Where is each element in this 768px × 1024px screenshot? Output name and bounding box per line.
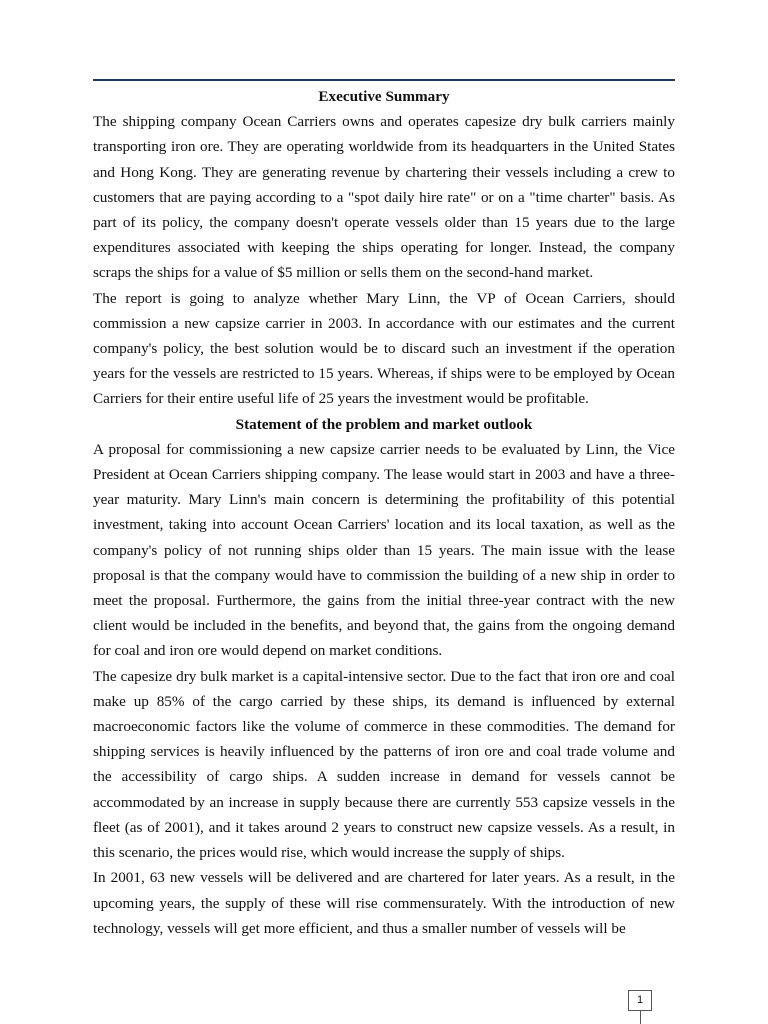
- paragraph: A proposal for commissioning a new capsize carrier needs to be evaluated by Linn, the Vice President at Ocean Carriers shipping company. The lease would start in 2003 and have a three-year maturity. Mary Linn's main concern is determining the profitability of this potential investment, taking into account Ocean Carriers' location and its local taxation, as well as the company's policy of not running ships older than 15 years. The main issue with the lease proposal is that the company would have to commission the building of a new ship in order to meet the proposal. Furthermore, the gains from the initial three-year contract with the new client would be included in the benefits, and beyond that, the gains from the ongoing demand for coal and iron ore would depend on market conditions.: [93, 440, 675, 660]
- paragraph: The report is going to analyze whether Mary Linn, the VP of Ocean Carriers, should commission a new capsize carrier in 2003. In accordance with our estimates and the current company's policy, the best solution would be to discard such an investment if the operation years for the vessels are restricted to 15 years. Whereas, if ships were to be employed by Ocean Carriers for their entire useful life of 25 years the investment would be profitable.: [93, 289, 675, 408]
- page-number-connector: [640, 1011, 641, 1024]
- paragraph: In 2001, 63 new vessels will be delivered and are chartered for later years. As a result, in the upcoming years, the supply of these will rise commensurately. With the introduction of new technology, vessels will get more efficient, and thus a smaller number of vessels will be: [93, 869, 675, 937]
- page-number: 1: [628, 990, 652, 1011]
- section-heading-problem-statement: Statement of the problem and market outlook: [235, 415, 533, 433]
- header-rule: [93, 79, 675, 81]
- section-heading-executive-summary: Executive Summary: [318, 88, 450, 105]
- paragraph: The capesize dry bulk market is a capital-intensive sector. Due to the fact that iron ore and coal make up 85% of the cargo carried by these ships, its demand is influenced by external macroeconomic factors like the volume of commerce in these commodities. The demand for shipping services is heavily influenced by the patterns of iron ore and coal trade volume and the accessibility of cargo ships. A sudden increase in demand for vessels cannot be accommodated by an increase in supply because there are currently 553 capsize vessels in the fleet (as of 2001), and it takes around 2 years to construct new capsize vessels. As a result, in this scenario, the prices would rise, which would increase the supply of ships.: [93, 667, 675, 862]
- document-body: [93, 84, 675, 941]
- paragraph: The shipping company Ocean Carriers owns and operates capesize dry bulk carriers mainly transporting iron ore. They are operating worldwide from its headquarters in the United States and Hong Kong. They are generating revenue by chartering their vessels including a crew to customers that are paying according to a "spot daily hire rate" or on a "time charter" basis. As part of its policy, the company doesn't operate vessels older than 15 years due to the large expenditures associated with keeping the ships operating for longer. Instead, the company scraps the ships for a value of $5 million or sells them on the second-hand market.: [93, 113, 675, 282]
